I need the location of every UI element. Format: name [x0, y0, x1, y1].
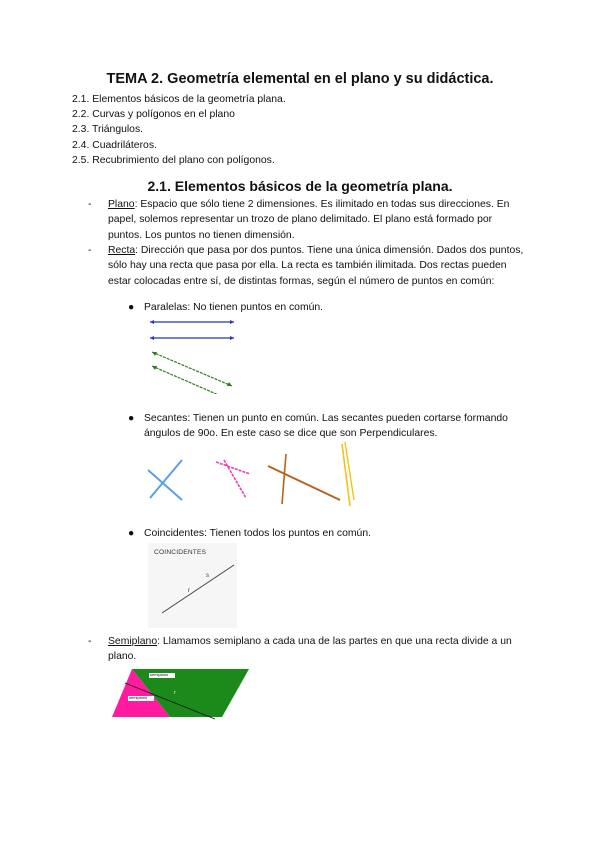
- secant-line-blue-2: [150, 460, 182, 498]
- semiplano-text: [108, 634, 528, 665]
- paralelas-figure: [144, 314, 240, 394]
- secant-line-yellow-1: [342, 444, 350, 506]
- dash-marker: -: [88, 245, 92, 256]
- arrowhead: [230, 336, 234, 340]
- recta-definition: : Dirección que pasa por dos puntos. Tiene una única dimensión. Dados dos puntos, sólo hay una recta que pasa por ella. La recta es también ilimitada. Dos rectas pueden estar colocadas entre sí, de distintas formas, según el número de puntos en común:: [108, 245, 524, 287]
- line-r-label: r: [188, 588, 190, 594]
- dash-marker: -: [88, 636, 92, 647]
- toc-item: 2.5. Recubrimiento del plano con polígonos.: [72, 154, 275, 166]
- line-s-label: s: [206, 573, 209, 579]
- recta-term: Recta: [108, 245, 136, 256]
- semiplano-term: Semiplano: [108, 636, 158, 647]
- coincident-lines: [148, 543, 237, 628]
- secant-line-magenta-1: [216, 462, 250, 474]
- section-heading: 2.1. Elementos básicos de la geometría plana.: [147, 178, 453, 194]
- secantes-text: Secantes: Tienen un punto en común. Las secantes pueden cortarse formando ángulos de 90o. En este caso se dice que son Perpendiculares.: [144, 413, 508, 440]
- plano-text: [108, 197, 528, 243]
- arrowhead: [230, 320, 234, 324]
- toc-item: 2.2. Curvas y polígonos en el plano: [72, 109, 235, 121]
- toc-item: 2.3. Triángulos.: [72, 124, 144, 136]
- coincidentes-text: Coincidentes: Tienen todos los puntos en común.: [144, 528, 372, 539]
- dash-marker: -: [88, 199, 92, 210]
- semiplano-definition: : Llamamos semiplano a cada una de las partes en que una recta divide a un plano.: [108, 636, 512, 663]
- secant-line-yellow-2: [345, 442, 354, 500]
- plano-term: Plano: [108, 199, 135, 210]
- table-of-contents: [72, 92, 286, 168]
- semiplano-figure: [110, 668, 250, 720]
- semiplane-label-bottom: semiplano: [129, 695, 148, 700]
- arrowhead: [150, 336, 154, 340]
- semiplane-r-label: r: [174, 690, 176, 696]
- coincidentes-figure: [148, 543, 237, 628]
- parallel-line-green-1: [152, 352, 232, 386]
- secant-line-brown: [268, 466, 340, 500]
- secantes-figure: [140, 440, 370, 508]
- coincident-line: [162, 565, 234, 613]
- recta-text: [108, 243, 528, 289]
- toc-item: 2.4. Cuadriláteros.: [72, 139, 157, 151]
- paralelas-text: Paralelas: No tienen puntos en común.: [144, 302, 324, 313]
- bullet-marker: ●: [128, 302, 135, 313]
- plano-definition: : Espacio que sólo tiene 2 dimensiones. Es ilimitado en todas sus direcciones. En papel, solemos representar un trozo de plano delimitado. El plano está formado por puntos. Los puntos no tienen dimensión.: [108, 199, 510, 241]
- bullet-marker: ●: [128, 528, 135, 539]
- semiplane-label-top: semiplano: [150, 672, 169, 677]
- arrowhead: [150, 320, 154, 324]
- secant-line-magenta-2: [224, 460, 246, 498]
- coincidentes-label: COINCIDENTES: [154, 549, 207, 556]
- toc-item: 2.1. Elementos básicos de la geometría plana.: [72, 94, 286, 105]
- page-title: TEMA 2. Geometría elemental en el plano y su didáctica.: [106, 71, 494, 87]
- bullet-marker: ●: [128, 413, 135, 424]
- secant-line-brown-2: [282, 454, 286, 504]
- parallel-line-green-2: [152, 366, 230, 394]
